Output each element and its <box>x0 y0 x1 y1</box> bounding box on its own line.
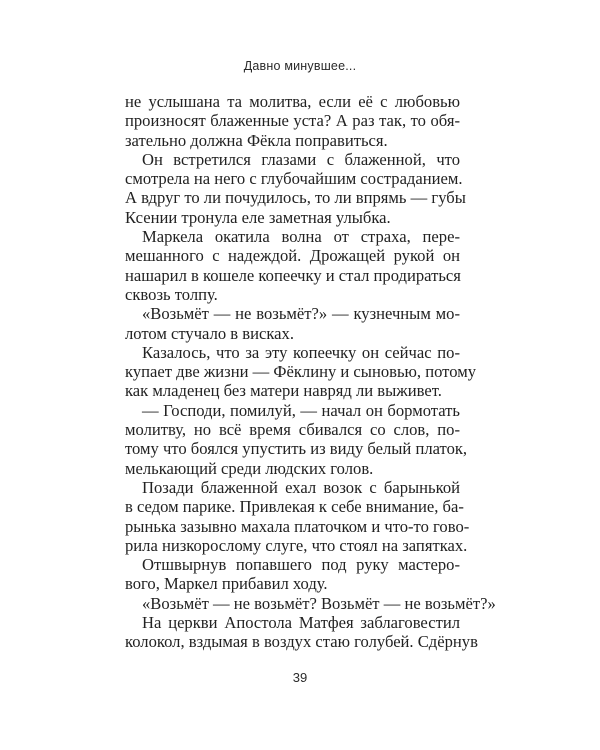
text-line: Маркела окатила волна от страха, пере- <box>142 227 460 247</box>
text-line: мешанного с надеждой. Дрожащей рукой он <box>125 246 460 266</box>
text-line: зательно должна Фёкла поправиться. <box>125 130 388 150</box>
text-line: Казалось, что за эту копеечку он сейчас по- <box>142 342 460 362</box>
text-line: сквозь толпу. <box>125 284 218 304</box>
body-text <box>125 92 496 652</box>
text-line: в седом парике. Привлекая к себе внимание, ба- <box>125 497 464 517</box>
running-header: Давно минувшее... <box>243 59 357 73</box>
text-line: молитву, но всё время сбивался со слов, по- <box>125 420 460 440</box>
text-line: произносят блаженные уста? А раз так, то обя- <box>125 111 460 131</box>
text-line: Отшвырнув попавшего под руку мастеро- <box>142 555 460 575</box>
text-line: смотрела на него с глубочайшим состраданием. <box>125 169 463 189</box>
text-line: тому что боялся упустить из виду белый платок, <box>125 439 468 459</box>
text-line: не услышана та молитва, если её с любовью <box>125 92 460 111</box>
page-number: 39 <box>292 670 308 685</box>
text-line: — Господи, помилуй, — начал он бормотать <box>142 400 460 420</box>
text-line: «Возьмёт — не возьмёт? Возьмёт — не возьмёт?» <box>142 593 496 613</box>
text-line: На церкви Апостола Матфея заблаговестил <box>142 613 460 633</box>
text-line: лотом стучало в висках. <box>125 323 294 343</box>
text-line: колокол, вздымая в воздух стаю голубей. Сдёрнув <box>125 632 478 652</box>
text-line: как младенец без матери навряд ли выживет. <box>125 381 442 401</box>
text-line: рынька зазывно махала платочком и что-то гово- <box>125 516 470 536</box>
text-line: купает две жизни — Фёклину и сыновью, потому <box>125 362 476 382</box>
text-line: Позади блаженной ехал возок с барынькой <box>142 477 460 497</box>
text-line: Он встретился глазами с блаженной, что <box>142 149 460 169</box>
text-line: вого, Маркел прибавил ходу. <box>125 574 328 594</box>
text-line: «Возьмёт — не возьмёт?» — кузнечным мо- <box>142 304 460 324</box>
text-line: мелькающий среди людских голов. <box>125 458 374 478</box>
text-line: нашарил в кошеле копеечку и стал продираться <box>125 265 461 285</box>
text-line: рила низкорослому слуге, что стоял на запятках. <box>125 535 468 555</box>
text-line: А вдруг то ли почудилось, то ли впрямь — губы <box>125 188 466 208</box>
text-line: Ксении тронула еле заметная улыбка. <box>125 207 391 227</box>
